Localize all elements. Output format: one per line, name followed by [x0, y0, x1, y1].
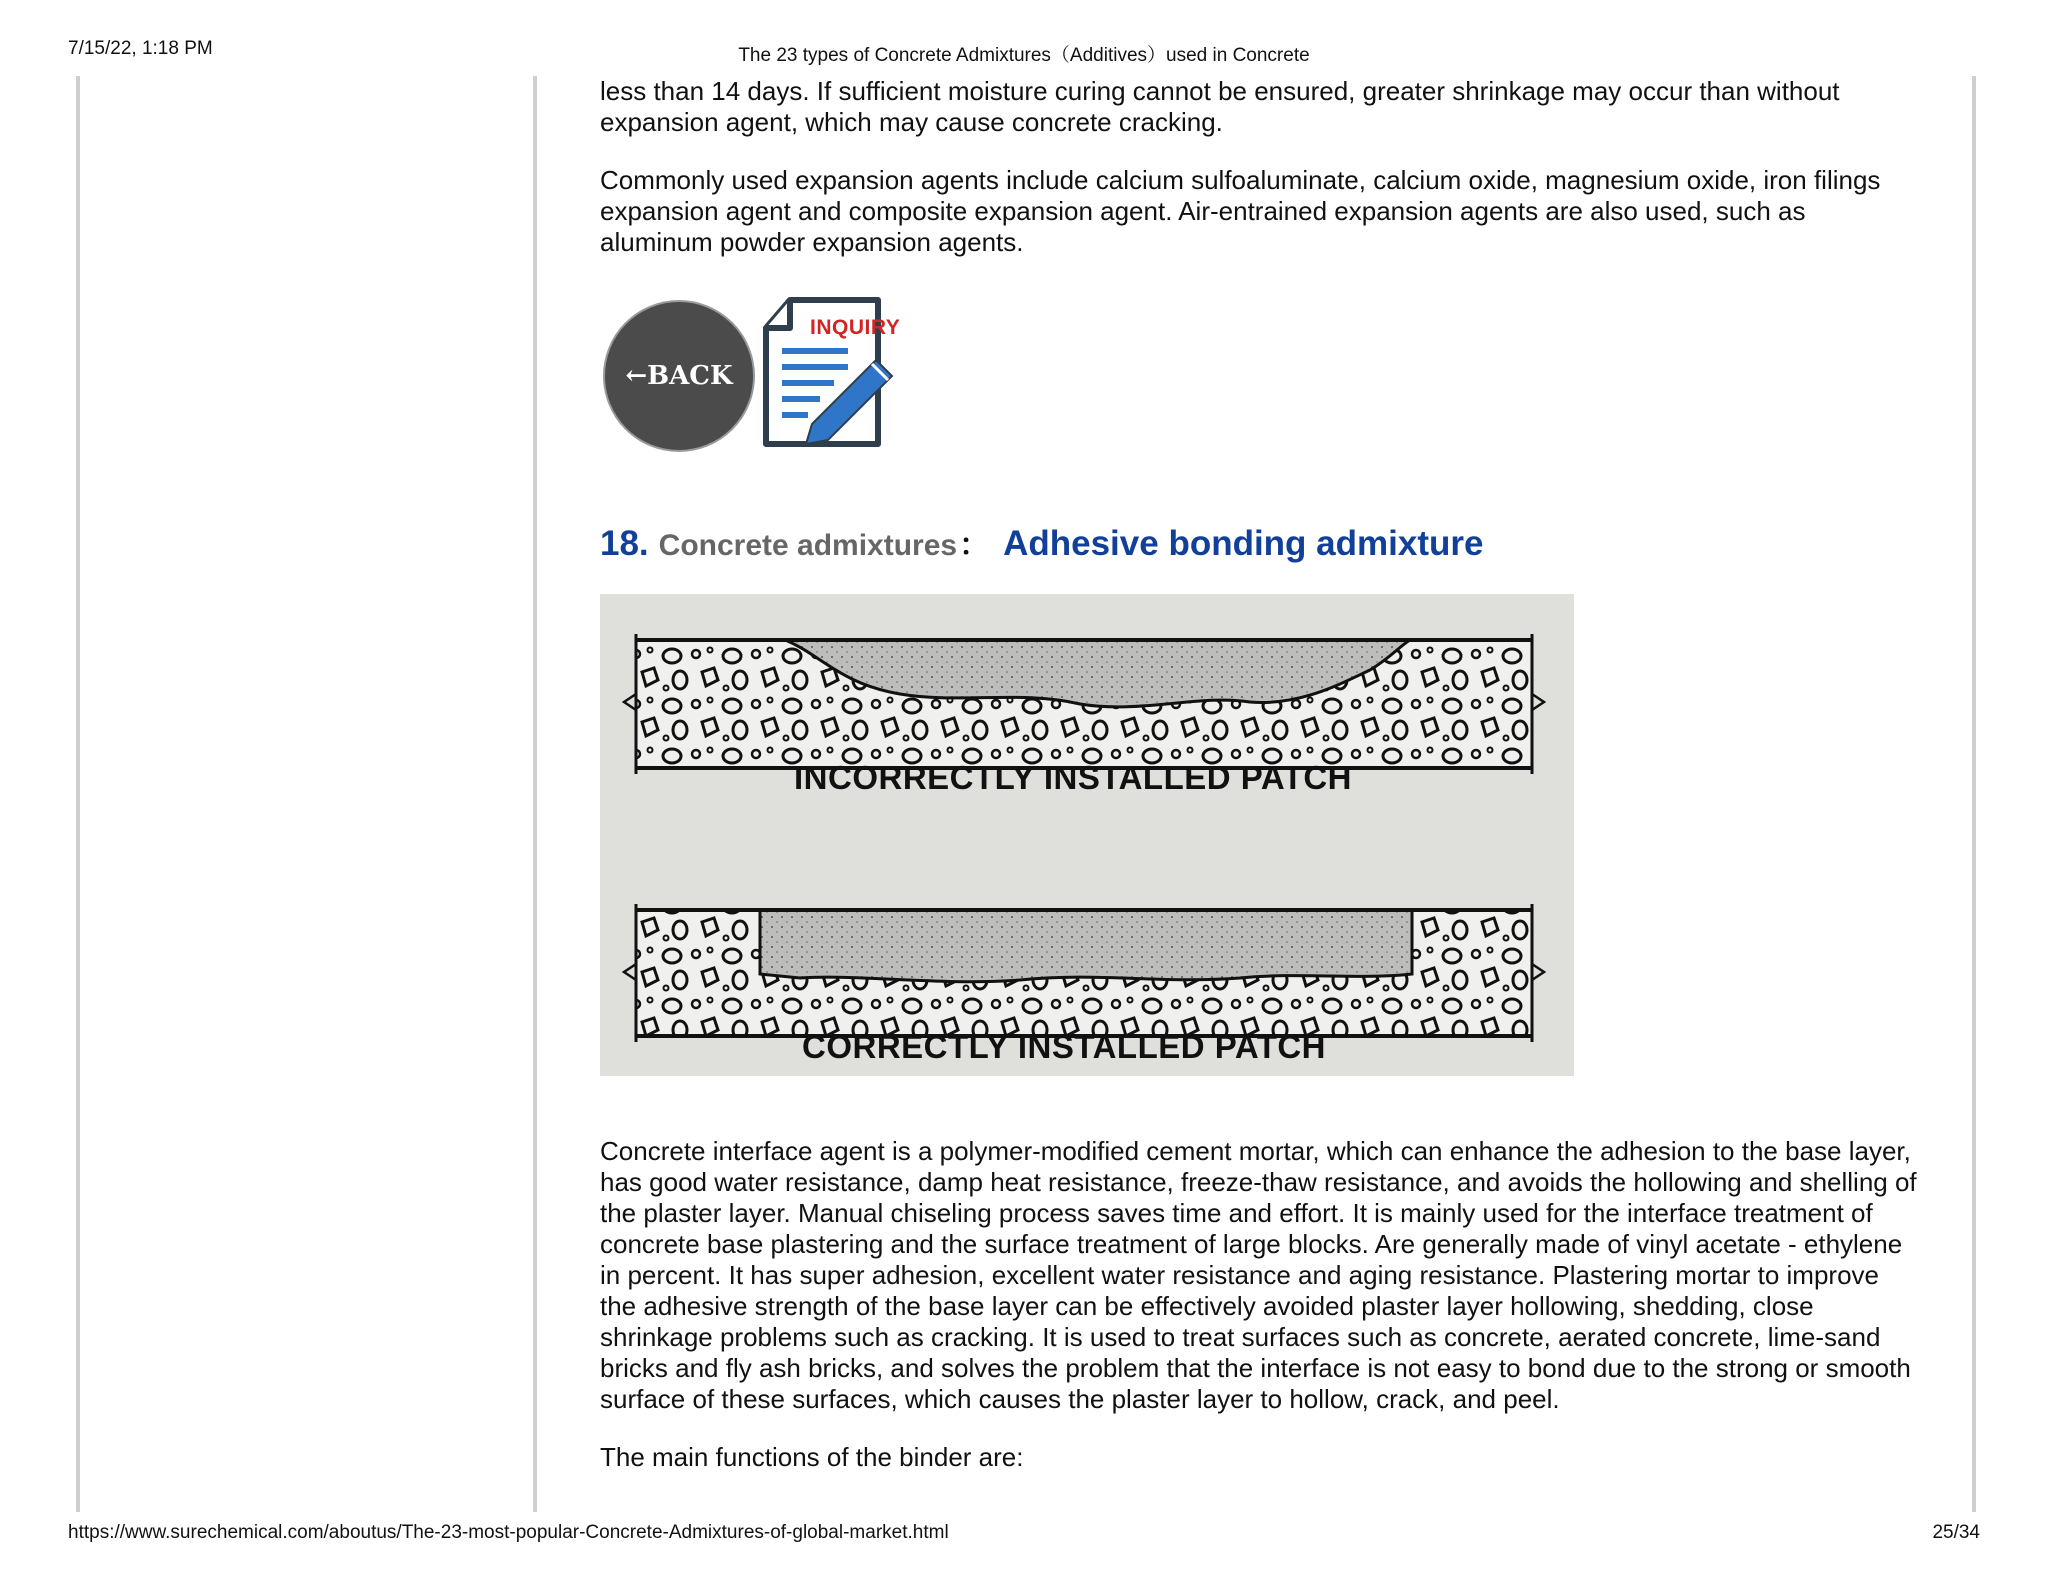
section-colon: ：: [959, 529, 990, 562]
back-button-label: ←BACK: [625, 360, 733, 391]
inquiry-button[interactable]: [760, 292, 900, 452]
back-button[interactable]: [603, 300, 755, 452]
action-buttons: [600, 288, 1918, 448]
section-title: Adhesive bonding admixture: [1003, 524, 1484, 563]
print-datetime: 7/15/22, 1:18 PM: [68, 38, 213, 59]
caption-incorrect-patch: INCORRECTLY INSTALLED PATCH: [794, 759, 1353, 796]
article-content: [600, 76, 1918, 1473]
section-subtitle: Concrete admixtures: [658, 529, 958, 562]
print-page-number: 25/34: [1932, 1522, 1980, 1543]
caption-correct-patch: CORRECTLY INSTALLED PATCH: [802, 1028, 1327, 1065]
paragraph-expansion-curing: less than 14 days. If sufficient moisture curing cannot be ensured, greater shrinkage may occur than without expansion agent, which may cause concrete cracking.: [600, 76, 1840, 137]
patch-illustration: [600, 594, 1574, 1076]
sidebar-divider-line: [533, 76, 537, 1512]
paragraph-expansion-agents: Commonly used expansion agents include calcium sulfoaluminate, calcium oxide, magnesium oxide, iron filings expansion agent and composite expansion agent. Air-entrained expansion agents are also used, such as aluminum powder expansion agents.: [600, 165, 1881, 257]
paragraph-interface-agent: Concrete interface agent is a polymer-modified cement mortar, which can enhance the adhesion to the base layer, has good water resistance, damp heat resistance, freeze-thaw resistance, and avoids the hollowing and shelling of the plaster layer. Manual chiseling process saves time and effort. It is mainly used for the interface treatment of concrete base plastering and the surface treatment of large blocks. Are generally made of vinyl acetate - ethylene in percent. It has super adhesion, excellent water resistance and aging resistance. Plastering mortar to improve the adhesive strength of the base layer can be effectively avoided plaster layer hollowing, shedding, close shrinkage problems such as cracking. It is used to treat surfaces such as concrete, aerated concrete, lime-sand bricks and fly ash bricks, and solves the problem that the interface is not easy to bond due to the strong or smooth surface of these surfaces, which causes the plaster layer to hollow, crack, and peel.: [600, 1136, 1917, 1414]
print-page-title: The 23 types of Concrete Admixtures（Additives）used in Concrete: [738, 45, 1310, 66]
left-border-line: [76, 76, 80, 1512]
section-heading: [600, 524, 1918, 572]
print-url: https://www.surechemical.com/aboutus/The-23-most-popular-Concrete-Admixtures-of-global-market.html: [68, 1522, 949, 1543]
paragraph-binder-functions: The main functions of the binder are:: [600, 1442, 1024, 1472]
inquiry-label: INQUIRY: [810, 316, 901, 339]
patch-installation-figure: [600, 594, 1574, 1076]
section-number: 18.: [600, 524, 649, 563]
right-border-line: [1972, 76, 1976, 1512]
